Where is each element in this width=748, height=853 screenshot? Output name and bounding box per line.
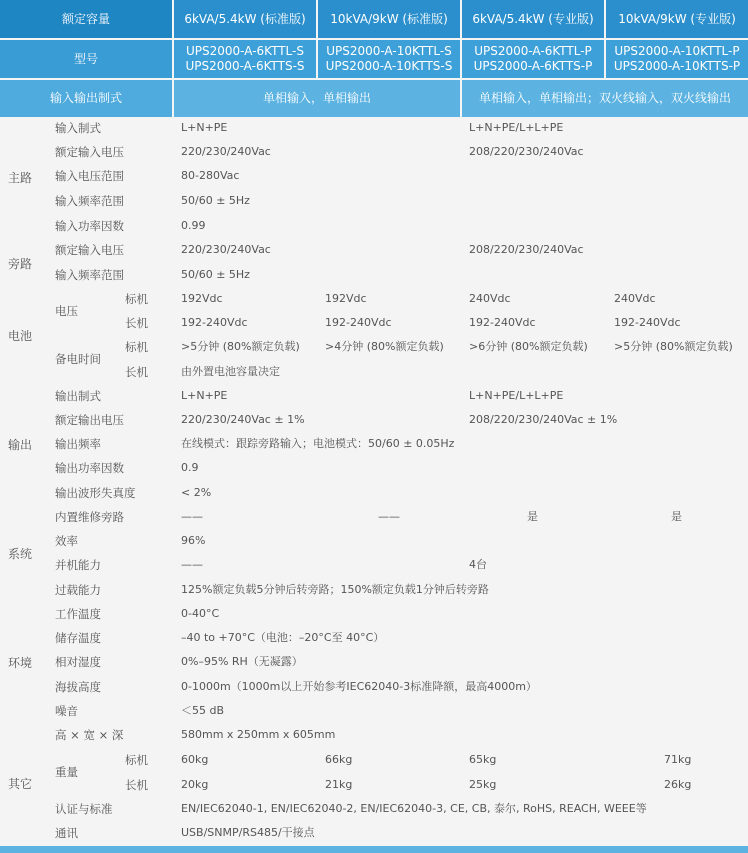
row-value: 208/220/230/240Vac [469, 243, 584, 256]
row-value: 240Vdc [469, 292, 511, 305]
header-model-col3: UPS2000-A-6KTTL-P UPS2000-A-6KTTS-P [462, 40, 604, 78]
row-label: 效率 [55, 534, 78, 548]
header-io-label: 输入输出制式 [0, 80, 172, 117]
row-value: –40 to +70°C（电池：–20°C至 40°C） [181, 631, 385, 644]
row-value: ＜55 dB [181, 704, 225, 717]
row-value: L+N+PE/L+L+PE [469, 389, 564, 402]
group-label-battery: 电池 [8, 329, 33, 343]
row-label: 备电时间 [55, 352, 101, 366]
row-value: —— [181, 558, 203, 571]
row-sublabel: 标机 [125, 292, 148, 306]
row-label: 额定输出电压 [55, 413, 124, 427]
bottom-bar [0, 846, 748, 853]
row-value: 125%额定负载5分钟后转旁路；150%额定负载1分钟后转旁路 [181, 583, 489, 596]
row-sublabel: 长机 [125, 365, 148, 379]
header-io-standard: 单相输入，单相输出 [174, 80, 460, 117]
row-value: 0-1000m（1000m以上开始参考IEC62040-3标准降额，最高4000m） [181, 680, 537, 693]
row-label: 输出功率因数 [55, 461, 124, 475]
row-value: 0-40°C [181, 607, 220, 620]
row-sublabel: 标机 [125, 753, 148, 767]
row-value: >4分钟 (80%额定负载) [325, 340, 444, 353]
row-value: 208/220/230/240Vac ± 1% [469, 413, 618, 426]
header-model-col4: UPS2000-A-10KTTL-P UPS2000-A-10KTTS-P [606, 40, 748, 78]
row-value: 26kg [664, 778, 692, 791]
group-label-system: 系统 [8, 547, 33, 561]
row-label: 工作温度 [55, 607, 101, 621]
row-label: 重量 [55, 765, 78, 779]
row-label: 额定输入电压 [55, 243, 124, 257]
row-value: 由外置电池容量决定 [181, 365, 280, 378]
row-value: >5分钟 (80%额定负载) [181, 340, 300, 353]
row-value: 192Vdc [325, 292, 367, 305]
header-io-pro: 单相输入，单相输出；双火线输入，双火线输出 [462, 80, 748, 117]
group-label-bypass: 旁路 [8, 257, 33, 271]
row-value: < 2% [181, 486, 212, 499]
row-value: 192-240Vdc [469, 316, 536, 329]
row-value: 60kg [181, 753, 209, 766]
row-label: 海拔高度 [55, 680, 101, 694]
row-value: 220/230/240Vac [181, 145, 271, 158]
row-value: 0.9 [181, 461, 199, 474]
row-value: 4台 [469, 558, 487, 571]
row-label: 过载能力 [55, 583, 101, 597]
row-value: 50/60 ± 5Hz [181, 268, 250, 281]
row-value: 80-280Vac [181, 169, 240, 182]
row-value: 96% [181, 534, 206, 547]
group-label-other: 其它 [8, 777, 33, 791]
row-value: L+N+PE/L+L+PE [469, 121, 564, 134]
group-label-environment: 环境 [8, 656, 33, 670]
row-label: 额定输入电压 [55, 145, 124, 159]
row-label: 输入频率范围 [55, 194, 124, 208]
row-label: 输入频率范围 [55, 268, 124, 282]
row-value: 240Vdc [614, 292, 656, 305]
row-value: 25kg [469, 778, 497, 791]
header-capacity-col4: 10kVA/9kW (专业版) [606, 0, 748, 38]
row-value: 21kg [325, 778, 353, 791]
row-value: 192-240Vdc [325, 316, 392, 329]
row-value: 220/230/240Vac [181, 243, 271, 256]
row-value: 192-240Vdc [614, 316, 681, 329]
row-value: —— [181, 510, 203, 523]
row-value: L+N+PE [181, 121, 228, 134]
row-value: 0%–95% RH（无凝露） [181, 655, 303, 668]
row-value: L+N+PE [181, 389, 228, 402]
row-label: 认证与标准 [55, 802, 113, 816]
row-sublabel: 长机 [125, 316, 148, 330]
row-value: 220/230/240Vac ± 1% [181, 413, 305, 426]
group-label-output: 输出 [8, 438, 33, 452]
row-label: 并机能力 [55, 558, 101, 572]
row-value: >6分钟 (80%额定负载) [469, 340, 588, 353]
row-label: 高 × 宽 × 深 [55, 728, 124, 742]
group-label-main: 主路 [8, 171, 33, 185]
header-model-label: 型号 [0, 40, 172, 78]
row-value: USB/SNMP/RS485/干接点 [181, 826, 315, 839]
row-value: —— [378, 510, 400, 523]
header-capacity-col3: 6kVA/5.4kW (专业版) [462, 0, 604, 38]
row-label: 电压 [55, 304, 78, 318]
row-value: 0.99 [181, 219, 206, 232]
row-value: 是 [671, 510, 682, 523]
row-value: 192Vdc [181, 292, 223, 305]
row-label: 输入制式 [55, 121, 101, 135]
row-value: 66kg [325, 753, 353, 766]
row-value: EN/IEC62040-1, EN/IEC62040-2, EN/IEC62040-3, CE, CB, 泰尔, RoHS, REACH, WEEE等 [181, 802, 647, 815]
row-value: 71kg [664, 753, 692, 766]
row-label: 通讯 [55, 826, 78, 840]
header-capacity-col1: 6kVA/5.4kW (标准版) [174, 0, 316, 38]
header-capacity-label: 额定容量 [0, 0, 172, 38]
row-value: 580mm x 250mm x 605mm [181, 728, 336, 741]
row-label: 相对湿度 [55, 655, 101, 669]
header-model-col1: UPS2000-A-6KTTL-S UPS2000-A-6KTTS-S [174, 40, 316, 78]
row-value: 65kg [469, 753, 497, 766]
row-label: 储存温度 [55, 631, 101, 645]
row-value: 50/60 ± 5Hz [181, 194, 250, 207]
row-label: 内置维修旁路 [55, 510, 124, 524]
row-label: 输入功率因数 [55, 219, 124, 233]
row-value: 192-240Vdc [181, 316, 248, 329]
row-value: 是 [527, 510, 538, 523]
row-sublabel: 长机 [125, 778, 148, 792]
row-value: 208/220/230/240Vac [469, 145, 584, 158]
row-value: 20kg [181, 778, 209, 791]
row-value: >5分钟 (80%额定负载) [614, 340, 733, 353]
header-capacity-col2: 10kVA/9kW (标准版) [318, 0, 460, 38]
row-value: 在线模式：跟踪旁路输入；电池模式：50/60 ± 0.05Hz [181, 437, 455, 450]
row-label: 输出频率 [55, 437, 101, 451]
row-label: 噪音 [55, 704, 78, 718]
row-label: 输出波形失真度 [55, 486, 136, 500]
row-label: 输出制式 [55, 389, 101, 403]
header-model-col2: UPS2000-A-10KTTL-S UPS2000-A-10KTTS-S [318, 40, 460, 78]
row-label: 输入电压范围 [55, 169, 124, 183]
row-sublabel: 标机 [125, 340, 148, 354]
